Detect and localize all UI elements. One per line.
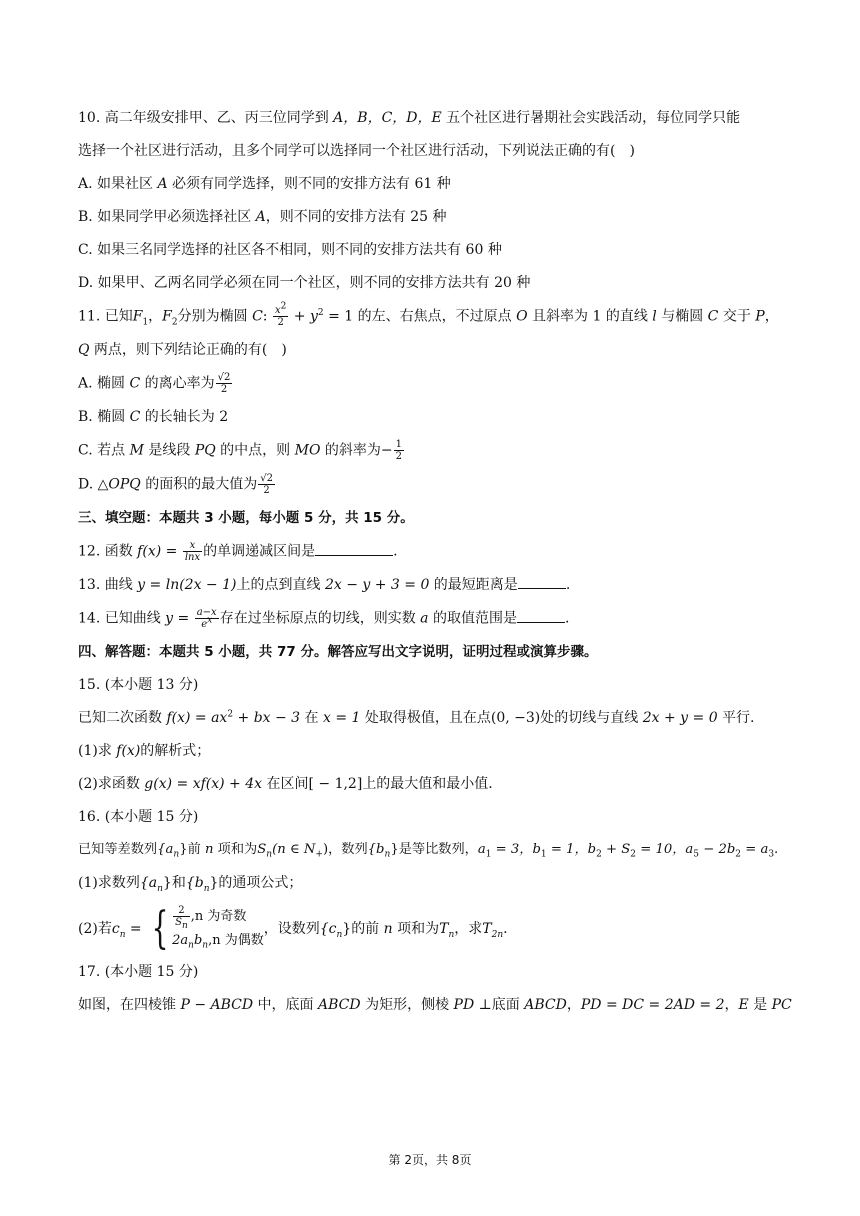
math: P: [755, 308, 765, 325]
math: T: [439, 921, 449, 937]
text: 10. 高二年级安排甲、乙、丙三位同学到: [78, 110, 329, 126]
sub: 2: [596, 849, 602, 860]
text: 上的点到直线: [236, 577, 325, 593]
math: T: [482, 921, 492, 937]
q15-head: 15. (本小题 13 分): [78, 677, 199, 693]
numerator: a−x: [196, 607, 217, 618]
math: = 10，a: [636, 842, 694, 857]
text: 两点，则下列结论正确的有( ): [89, 342, 287, 358]
denominator: 2: [263, 485, 270, 496]
sub: 3: [768, 849, 775, 860]
q12: [78, 540, 786, 563]
text: 的前: [351, 921, 384, 937]
text: ，: [764, 308, 779, 325]
denominator: 2: [395, 451, 403, 462]
math: {c: [319, 921, 337, 937]
text: ，: [724, 997, 739, 1013]
math: c: [111, 921, 120, 937]
text: 在区间: [262, 776, 309, 792]
text: 分别为椭圆: [177, 308, 253, 325]
sub: n: [188, 940, 194, 951]
fraction: [216, 372, 233, 395]
text: 存在过坐标原点的切线，则实数: [219, 610, 421, 627]
math: y =: [165, 610, 194, 627]
sub: 2: [630, 849, 637, 860]
math: [ − 1,2]: [308, 776, 363, 792]
fraction: [258, 473, 275, 496]
math: P − ABCD: [180, 997, 254, 1013]
text: ,n 为奇数: [190, 909, 247, 924]
text: 的单调递减区间是: [203, 543, 316, 560]
q15-part-2: [78, 773, 786, 795]
text: 在: [300, 710, 323, 726]
numerator: x: [183, 540, 202, 552]
text: 处的切线与直线: [540, 710, 643, 726]
sup: 2: [280, 301, 287, 312]
text: 交于: [718, 308, 756, 325]
text: 12. 函数: [78, 543, 138, 560]
sub: 2: [735, 849, 742, 860]
text: 是线段: [143, 442, 195, 459]
text: D. △: [78, 476, 109, 493]
math: PC: [771, 997, 792, 1013]
math: x = 1: [323, 710, 361, 726]
text: 处取得极值，且在点: [360, 710, 491, 726]
text: .: [503, 921, 508, 937]
math: 2a: [172, 933, 189, 948]
sub: 2n: [491, 929, 504, 940]
text: 和: [171, 875, 186, 891]
math: = a: [741, 842, 769, 857]
math: A: [255, 209, 266, 225]
q16-part-2: [78, 905, 786, 953]
numerator: √2: [217, 372, 231, 383]
page-footer: 第 2页，共 8页: [388, 1153, 472, 1167]
text: (1)求: [78, 743, 117, 759]
q11-stem-2: [78, 339, 786, 361]
math: f(x) =: [137, 543, 182, 560]
sub: n: [181, 921, 188, 931]
q11-option-a: [78, 372, 786, 395]
fraction: [273, 301, 288, 328]
text: 的解析式；: [140, 743, 211, 759]
numerator: 1: [395, 439, 403, 450]
denominator: [173, 917, 190, 931]
math: + bx − 3: [233, 710, 301, 726]
sub: n: [266, 849, 273, 860]
q11-stem: [78, 301, 786, 328]
sub: n: [384, 849, 391, 860]
math: + S: [601, 842, 631, 857]
sub: 1: [540, 849, 547, 860]
text: .: [565, 577, 571, 593]
exam-content: [78, 107, 792, 1027]
brace: {: [151, 903, 169, 954]
text: ，设数列: [263, 921, 320, 937]
text: C. 若点: [78, 442, 130, 459]
sup: 2: [317, 307, 324, 318]
q16-head: 16. (本小题 15 分): [78, 809, 199, 825]
text: 五个社区进行暑期社会实践活动，每位同学只能: [441, 110, 741, 126]
math: C: [129, 409, 141, 425]
q11-option-d: [78, 473, 786, 496]
math: a: [477, 842, 486, 857]
q10-stem: [78, 107, 786, 129]
text: 为矩形，侧棱: [360, 997, 454, 1013]
section-heading-answer: 四、解答题：本题共 5 小题，共 77 分。解答应写出文字说明，证明过程或演算步骤。: [78, 644, 598, 660]
math: g(x) = xf(x) + 4x: [144, 776, 263, 792]
math: a: [420, 610, 429, 627]
q15-stem: [78, 707, 786, 729]
text: ，则不同的安排方法有 25 种: [265, 209, 447, 225]
math: S: [257, 842, 267, 857]
text: (1)求数列: [78, 875, 140, 891]
sub: 5: [693, 849, 700, 860]
sub: n: [119, 929, 126, 940]
fraction: [394, 439, 404, 462]
math: y = ln(2x − 1): [137, 577, 237, 593]
fraction: [195, 607, 219, 630]
math: {b: [185, 875, 204, 891]
q11-option-b: [78, 406, 786, 428]
sub: 2: [171, 317, 178, 328]
math: = 1: [323, 308, 354, 325]
answer-blank[interactable]: [517, 610, 565, 623]
sub: n: [173, 849, 180, 860]
text: 如图，在四棱锥: [78, 997, 181, 1013]
math: {b: [367, 842, 385, 857]
text: .: [564, 610, 570, 627]
piecewise-row-even: [172, 929, 264, 953]
text: ，求: [454, 921, 483, 937]
math: + y: [289, 308, 318, 325]
sub: n: [157, 883, 163, 894]
q10-option-c: C. 如果三名同学选择的社区各不相同，则不同的安排方法共有 60 种: [78, 242, 502, 258]
text: 已知等差数列: [78, 842, 158, 857]
text: 11. 已知: [78, 308, 133, 325]
math: = 3，b: [491, 842, 541, 857]
text: 是: [748, 997, 772, 1013]
q16-stem: [78, 839, 786, 861]
math: }: [390, 842, 399, 857]
text: 14. 已知曲线: [78, 610, 166, 627]
text: 13. 曲线: [78, 577, 138, 593]
fraction: [173, 905, 190, 931]
math: f(x): [116, 743, 141, 759]
math: C: [707, 308, 719, 325]
math: (n ∈ N: [272, 842, 316, 857]
sub: 1: [142, 317, 149, 328]
text: 的中点，则: [215, 442, 295, 459]
text: 与椭圆: [656, 308, 708, 325]
text: 的长轴长为 2: [140, 409, 229, 425]
math: (0, −3): [490, 710, 541, 726]
sup: 2: [227, 709, 234, 720]
text: 的离心率为: [140, 375, 215, 392]
math: b: [193, 933, 203, 948]
math: OPQ: [108, 476, 141, 493]
math: l: [652, 308, 657, 325]
q14: [78, 607, 786, 630]
piecewise-rows: [172, 905, 264, 953]
math: }: [162, 875, 172, 891]
math: O: [516, 308, 528, 325]
text: .: [393, 543, 398, 560]
text: 的最短距离是: [429, 577, 518, 593]
text: 中，底面: [253, 997, 319, 1013]
text: B. 椭圆: [78, 409, 130, 425]
text: 的斜率为−: [320, 442, 393, 459]
text: 前: [187, 842, 205, 857]
math: PD: [453, 997, 475, 1013]
text: B. 如果同学甲必须选择社区: [78, 209, 256, 225]
q16-part-1: [78, 872, 786, 894]
denominator: 2: [220, 384, 228, 395]
denominator: 2: [277, 317, 284, 328]
text: 必须有同学选择，则不同的安排方法有 61 种: [167, 176, 451, 192]
fraction: [183, 540, 202, 563]
numerator: [273, 301, 288, 317]
text: 是等比数列，: [398, 842, 478, 857]
math: }: [179, 842, 188, 857]
text: 的左、右焦点，不过原点: [353, 308, 517, 325]
text: ，数列: [328, 842, 368, 857]
text: ，: [148, 308, 163, 325]
q10-stem-2: 选择一个社区进行活动，且多个同学可以选择同一个社区进行活动，下列说法正确的有( ): [78, 143, 635, 159]
math: PQ: [194, 442, 216, 459]
answer-blank[interactable]: [518, 576, 566, 589]
q11-option-c: [78, 439, 786, 462]
text: A. 椭圆: [78, 375, 130, 392]
text: (2)若: [78, 921, 112, 937]
math: A: [157, 176, 168, 192]
math: E: [738, 997, 749, 1013]
math: =: [125, 921, 147, 937]
text: A. 如果社区: [78, 176, 158, 192]
sub: n: [202, 940, 209, 951]
math: 2x − y + 3 = 0: [324, 577, 430, 593]
math: S: [175, 917, 182, 928]
text: 项和为: [213, 842, 258, 857]
q17-stem: [78, 994, 792, 1016]
text: ⊥底面: [474, 997, 525, 1013]
math: PD = DC = 2AD = 2: [580, 997, 725, 1013]
math: C: [129, 375, 141, 392]
math: f(x) = ax: [166, 710, 228, 726]
math: n: [383, 921, 393, 937]
text: 的通项公式；: [218, 875, 303, 891]
sub: 1: [485, 849, 492, 860]
q15-part-1: [78, 740, 786, 762]
denominator: lnx: [184, 552, 201, 563]
math: 2x + y = 0: [642, 710, 718, 726]
text: :: [262, 308, 272, 325]
q10-option-b: [78, 206, 786, 228]
q17-head: 17. (本小题 15 分): [78, 964, 199, 980]
text: 已知二次函数: [78, 710, 167, 726]
sub: n: [448, 929, 455, 940]
text: (2)求函数: [78, 776, 145, 792]
numerator: √2: [260, 473, 273, 484]
math: x: [274, 305, 281, 316]
math: M: [129, 442, 144, 459]
math: MO: [294, 442, 321, 459]
math: }: [342, 921, 352, 937]
math: F: [162, 308, 172, 325]
sub: +: [315, 849, 323, 860]
sub: n: [203, 883, 210, 894]
text: 的取值范围是: [428, 610, 517, 627]
answer-blank[interactable]: [315, 543, 393, 556]
piecewise: [146, 905, 264, 953]
text: 且斜率为 1 的直线: [527, 308, 653, 325]
math: }: [209, 875, 219, 891]
text: 上的最大值和最小值.: [362, 776, 493, 792]
text: ，: [566, 997, 581, 1013]
math: − 2b: [699, 842, 736, 857]
math: {a: [139, 875, 158, 891]
q10-option-a: [78, 173, 786, 195]
math: C: [252, 308, 263, 325]
sub: n: [336, 929, 343, 940]
denominator: [195, 615, 219, 630]
section-heading-fill-in: 三、填空题：本题共 3 小题，每小题 5 分，共 15 分。: [78, 510, 414, 526]
math: = 1，b: [546, 842, 597, 857]
math: F: [132, 308, 143, 325]
text: 项和为: [392, 921, 440, 937]
math: Q: [78, 342, 90, 358]
math: ABCD: [318, 997, 361, 1013]
math: n: [204, 842, 214, 857]
q10-option-d: D. 如果甲、乙两名同学必须在同一个社区，则不同的安排方法共有 20 种: [78, 275, 531, 291]
math: ): [322, 842, 329, 857]
piecewise-row-odd: [172, 905, 264, 929]
q13: [78, 574, 786, 596]
text: 平行.: [717, 710, 755, 726]
text: ,n 为偶数: [208, 933, 264, 948]
math: {a: [157, 842, 174, 857]
sup: x: [207, 615, 213, 626]
math: e: [201, 619, 208, 630]
numerator: 2: [173, 905, 190, 917]
text: .: [774, 842, 779, 857]
text: 的面积的最大值为: [140, 476, 258, 493]
math: ABCD: [524, 997, 567, 1013]
math: A，B，C，D，E: [333, 110, 442, 126]
